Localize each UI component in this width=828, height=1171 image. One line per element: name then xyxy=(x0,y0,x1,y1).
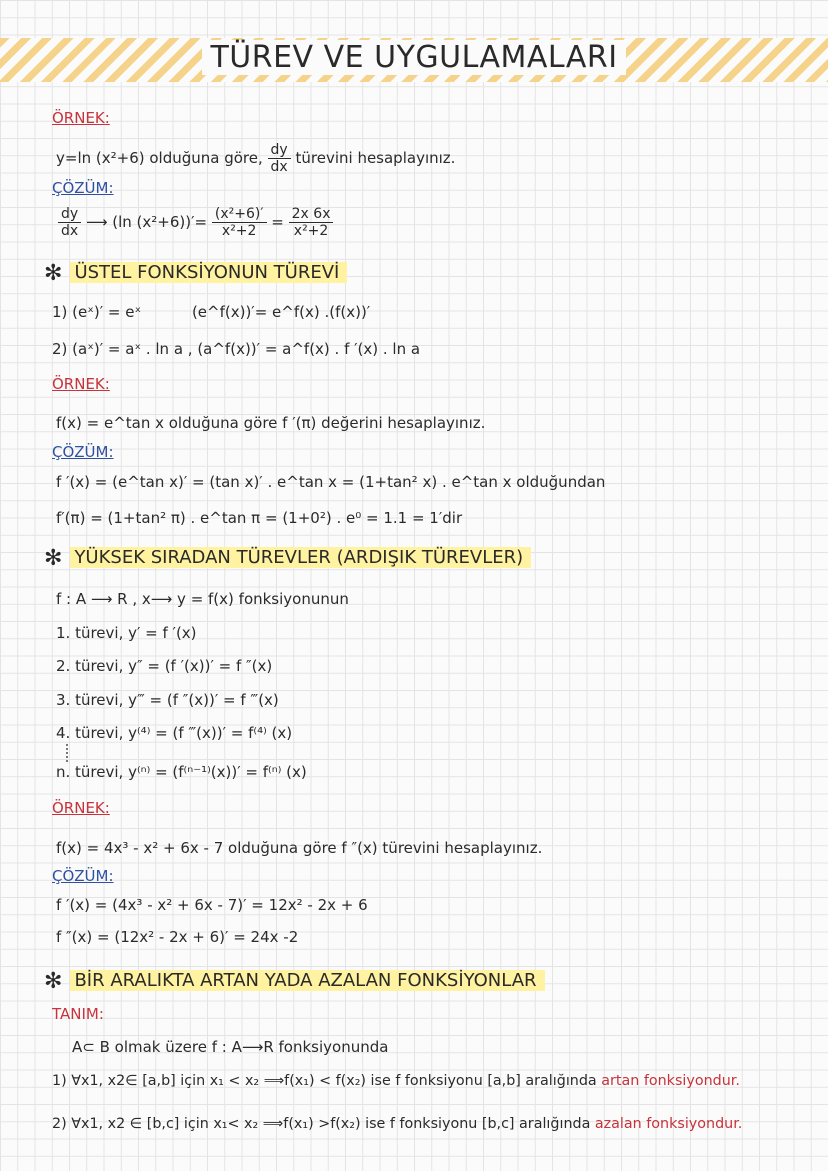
section-heading-higher-derivatives: ✻ YÜKSEK SIRADAN TÜREVLER (ARDIŞIK TÜREVLER) xyxy=(44,544,531,572)
rule-2: 2) (aˣ)′ = aˣ . ln a , (a^f(x))′ = a^f(x) . f ′(x) . ln a xyxy=(52,340,421,358)
example-question: y=ln (x²+6) olduğuna göre, $\frac{dy}{dx}$ türevini hesaplayınız. xyxy=(56,142,456,175)
solution-line: f ′(x) = (e^tan x)′ = (tan x)′ . e^tan x = (1+tan² x) . e^tan x olduğundan xyxy=(56,473,606,491)
fraction-dy-dx: $\frac{dy}{dx}$ xyxy=(268,142,291,175)
derivative-2: 2. türevi, y″ = (f ′(x))′ = f ″(x) xyxy=(56,657,273,675)
derivative-4: 4. türevi, y⁽⁴⁾ = (f ‴(x))′ = f⁽⁴⁾ (x) xyxy=(56,724,293,742)
arrow-icon: ⟶ xyxy=(85,213,108,231)
ellipsis-dots xyxy=(66,744,68,762)
example-label: ÖRNEK: xyxy=(52,375,110,393)
rule-1: 1) (eˣ)′ = eˣ (e^f(x))′= e^f(x) .(f(x))′ xyxy=(52,303,371,321)
asterisk-icon: ✻ xyxy=(44,261,63,286)
asterisk-icon: ✻ xyxy=(44,969,63,994)
example-question: f(x) = 4x³ - x² + 6x - 7 olduğuna göre f ″(x) türevini hesaplayınız. xyxy=(56,839,543,857)
solution-label: ÇÖZÜM: xyxy=(52,443,114,461)
asterisk-icon: ✻ xyxy=(44,546,63,571)
derivative-n: n. türevi, y⁽ⁿ⁾ = (f⁽ⁿ⁻¹⁾(x))′ = f⁽ⁿ⁾ (x) xyxy=(56,763,307,781)
solution-line: f ′(x) = (4x³ - x² + 6x - 7)′ = 12x² - 2x + 6 xyxy=(56,896,368,914)
solution-line: f ″(x) = (12x² - 2x + 6)′ = 24x -2 xyxy=(56,928,299,946)
definition-line: A⊂ B olmak üzere f : A⟶R fonksiyonunda xyxy=(72,1038,389,1056)
section-heading-monotonic: ✻ BİR ARALIKTA ARTAN YADA AZALAN FONKSİYONLAR xyxy=(44,967,545,995)
solution-label: ÇÖZÜM: xyxy=(52,179,114,197)
example-label: ÖRNEK: xyxy=(52,109,110,127)
solution-label: ÇÖZÜM: xyxy=(52,867,114,885)
example-label: ÖRNEK: xyxy=(52,799,110,817)
derivative-3: 3. türevi, y‴ = (f ″(x))′ = f ‴(x) xyxy=(56,691,279,709)
derivative-1: 1. türevi, y′ = f ′(x) xyxy=(56,624,197,642)
page-title: TÜREV VE UYGULAMALARI xyxy=(0,40,828,75)
section-heading-exponential: ✻ ÜSTEL FONKSİYONUN TÜREVİ xyxy=(44,259,347,287)
definition-decreasing: 2) ∀x1, x2 ∈ [b,c] için x₁< x₂ ⟹f(x₁) >f(x₂) ise f fonksiyonu [b,c] aralığında azalan fonksiyondur. xyxy=(52,1116,743,1132)
example-question: f(x) = e^tan x olduğuna göre f ′(π) değerini hesaplayınız. xyxy=(56,414,486,432)
solution-line: f′(π) = (1+tan² π) . e^tan π = (1+0²) . e⁰ = 1.1 = 1′dir xyxy=(56,509,463,527)
solution-line: $\frac{dy}{dx}$ ⟶ (ln (x²+6))′= $\frac{\text{(x²+6)′}}{\text{x²+2}}$ = $\frac{2x 6x}{\text{x²+2}}$ xyxy=(58,206,333,239)
definition-increasing: 1) ∀x1, x2∈ [a,b] için x₁ < x₂ ⟹f(x₁) < f(x₂) ise f fonksiyonu [a,b] aralığında artan fonksiyondur. xyxy=(52,1073,740,1089)
definition-line: f : A ⟶ R , x⟶ y = f(x) fonksiyonunun xyxy=(56,590,349,608)
definition-label: TANIM: xyxy=(52,1005,104,1023)
